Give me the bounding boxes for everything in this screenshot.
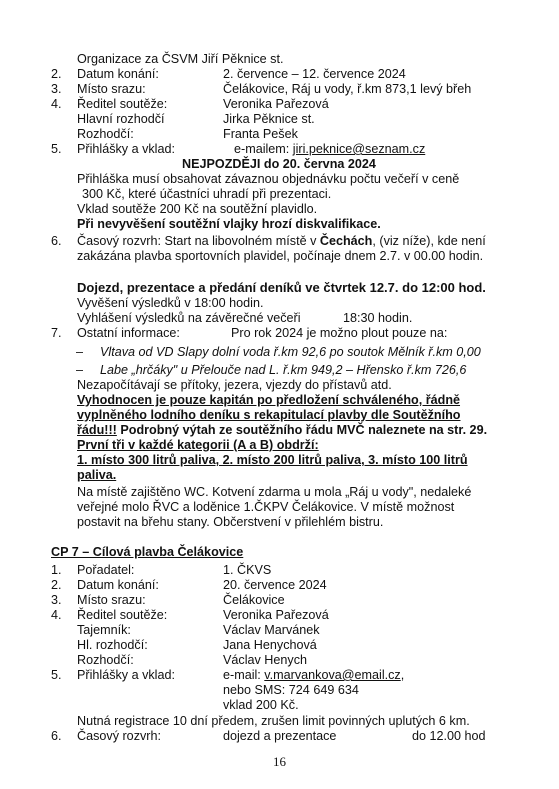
- arrival-time: do 12.00 hod: [412, 729, 486, 743]
- item-label: Ostatní informace:: [77, 326, 180, 340]
- facilities-line: postavit na břehu stany. Občerstvení v přilehlém bistru.: [77, 515, 384, 529]
- bullet-dash: –: [76, 345, 84, 359]
- item-value: dojezd a prezentace: [223, 729, 337, 743]
- rules-ref-rest: Podrobný výtah ze soutěžního řádu MVČ naleznete na str. 29.: [116, 423, 488, 437]
- item-value: Čelákovice: [223, 593, 285, 607]
- item-number: 6.: [51, 729, 62, 743]
- section-title: CP 7 – Cílová plavba Čelákovice: [51, 545, 244, 559]
- paragraph-line: Přihláška musí obsahovat závaznou objednávku počtu večeří v ceně: [77, 172, 460, 186]
- item-number: 1.: [51, 563, 62, 577]
- river-section-2: Labe „hrčáky" u Přelouče nad L. ř.km 949,2 – Hřensko ř.km 726,6: [100, 363, 467, 377]
- email-prefix: e-mail:: [223, 668, 265, 682]
- item-label: Časový rozvrh:: [77, 729, 161, 743]
- facilities-line: veřejné molo ŘVC a loděnice 1.ČKPV Čelákovice. V místě možnost: [77, 500, 455, 514]
- fee-line: vklad 200 Kč.: [223, 698, 299, 712]
- item-number: 5.: [51, 668, 62, 682]
- schedule-region: Čechách: [319, 234, 373, 248]
- river-section-1: Vltava od VD Slapy dolní voda ř.km 92,6 po soutok Mělník ř.km 0,00: [100, 345, 481, 359]
- item-value: Čelákovice, Ráj u vody, ř.km 873,1 levý břeh: [223, 82, 472, 96]
- email-prefix: e-mailem:: [234, 142, 293, 156]
- facilities-line: Na místě zajištěno WC. Kotvení zdarma u mola „Ráj u vody", nedaleké: [77, 485, 472, 499]
- item-label: Datum konání:: [77, 67, 159, 81]
- evaluation-rule-line: [77, 423, 487, 438]
- email-link[interactable]: jiri.peknice@seznam.cz: [292, 142, 426, 156]
- item-label: Hl. rozhodčí:: [77, 638, 148, 652]
- item-value: Václav Henych: [223, 653, 307, 667]
- item-label: Místo srazu:: [77, 593, 146, 607]
- page-number: 16: [273, 754, 286, 769]
- exclusions-note: Nezapočítávají se přítoky, jezera, vjezdy do přístavů atd.: [77, 378, 392, 392]
- item-number: 2.: [51, 67, 62, 81]
- item-value: Veronika Pařezová: [223, 608, 329, 622]
- arrival-heading: Dojezd, prezentace a předání deníků ve čtvrtek 12.7. do 12:00 hod.: [77, 280, 486, 295]
- registration-email-line: [223, 668, 404, 683]
- item-label: Přihlášky a vklad:: [77, 668, 175, 682]
- organizer-line: Organizace za ČSVM Jiří Pěknice st.: [77, 52, 284, 66]
- email-link[interactable]: v.marvankova@email.cz: [264, 668, 401, 682]
- schedule-line: [77, 234, 486, 249]
- item-value: 1. ČKVS: [223, 563, 272, 577]
- item-label: Pořadatel:: [77, 563, 135, 577]
- item-label: Ředitel soutěže:: [77, 97, 168, 111]
- rules-ref: řádu!!!: [77, 423, 117, 437]
- item-label: Rozhodčí:: [77, 653, 134, 667]
- item-label: Přihlášky a vklad:: [77, 142, 175, 156]
- item-value: 20. července 2024: [223, 578, 327, 592]
- evaluation-rule-line: Vyhodnocen je pouze kapitán po předložení schváleného, řádně: [77, 393, 461, 407]
- prizes-heading: První tři v každé kategorii (A a B) obdrží:: [77, 438, 319, 452]
- item-value: Jirka Pěknice st.: [223, 112, 315, 126]
- registration-email-line: [234, 142, 425, 157]
- item-number: 3.: [51, 593, 62, 607]
- item-value: Jana Henychová: [223, 638, 317, 652]
- item-label: Tajemník:: [77, 623, 131, 637]
- item-number: 7.: [51, 326, 62, 340]
- item-label: Rozhodčí:: [77, 127, 134, 141]
- results-announcement: Vyhlášení výsledků na závěrečné večeři: [77, 311, 301, 325]
- item-value: Pro rok 2024 je možno plout pouze na:: [231, 326, 448, 340]
- email-suffix: ,: [400, 668, 405, 682]
- results-announcement-time: 18:30 hodin.: [343, 311, 413, 325]
- registration-note: Nutná registrace 10 dní předem, zrušen limit povinných uplutých 6 km.: [77, 714, 470, 728]
- item-label: Datum konání:: [77, 578, 159, 592]
- item-number: 4.: [51, 608, 62, 622]
- schedule-line-2: zakázána plavba sportovních plavidel, počínaje dnem 2.7. v 00.00 hodin.: [77, 249, 484, 263]
- item-number: 2.: [51, 578, 62, 592]
- item-number: 3.: [51, 82, 62, 96]
- prizes-line: 1. místo 300 litrů paliva, 2. místo 200 litrů paliva, 3. místo 100 litrů: [77, 453, 468, 467]
- item-number: 6.: [51, 234, 62, 248]
- item-label: Hlavní rozhodčí: [77, 112, 165, 126]
- results-posting: Vyvěšení výsledků v 18:00 hodin.: [77, 296, 264, 310]
- item-label: Místo srazu:: [77, 82, 146, 96]
- sms-line: nebo SMS: 724 649 634: [223, 683, 359, 697]
- paragraph-line: 300 Kč, které účastníci uhradí při prezentaci.: [82, 187, 332, 201]
- schedule-text: , (viz níže), kde není: [372, 234, 486, 248]
- prizes-line: paliva.: [77, 468, 117, 482]
- item-label: Ředitel soutěže:: [77, 608, 168, 622]
- item-number: 5.: [51, 142, 62, 156]
- item-value: 2. července – 12. července 2024: [223, 67, 406, 81]
- paragraph-line: Vklad soutěže 200 Kč na soutěžní plavidlo.: [77, 202, 318, 216]
- deadline-heading: NEJPOZDĚJI do 20. června 2024: [182, 157, 376, 171]
- bullet-dash: –: [76, 363, 84, 377]
- item-value: Václav Marvánek: [223, 623, 320, 637]
- evaluation-rule-line: vyplněného lodního deníku s rekapitulací plavby dle Soutěžního: [77, 408, 461, 422]
- item-number: 4.: [51, 97, 62, 111]
- schedule-text: Časový rozvrh: Start na libovolném místě v: [77, 234, 320, 248]
- item-value: Veronika Pařezová: [223, 97, 329, 111]
- item-value: Franta Pešek: [223, 127, 298, 141]
- warning-line: Při nevyvěšení soutěžní vlajky hrozí diskvalifikace.: [77, 217, 381, 231]
